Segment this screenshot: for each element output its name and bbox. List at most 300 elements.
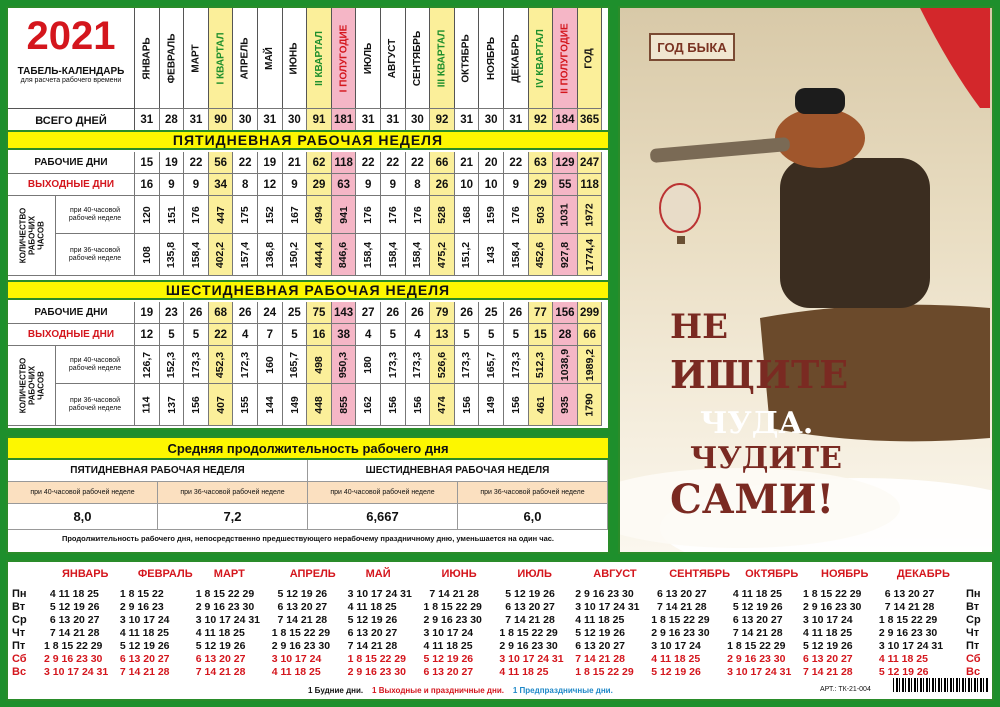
column-header: [479, 8, 504, 108]
week-row: 1 8 15 22 29: [271, 627, 331, 639]
value-text: 176: [509, 205, 522, 224]
value-cell: 9: [160, 174, 185, 196]
value-cell: [479, 234, 504, 276]
week-row: 4 11 18 25: [195, 627, 245, 639]
value-cell: [455, 346, 480, 384]
weekday-label: Вт: [12, 601, 26, 613]
week-row: 1 8 15 22 29: [423, 601, 482, 613]
week-row: 3 10 17 24 31: [347, 588, 412, 600]
week-row: 6 13 20 27: [347, 627, 398, 639]
value-text: 461: [534, 395, 547, 414]
total-days-cell: 31: [356, 108, 381, 132]
value-cell: [430, 196, 455, 234]
week-row: 1 8 15 22 29: [803, 588, 862, 600]
value-cell: [455, 234, 480, 276]
column-header-label: АПРЕЛЬ: [239, 37, 251, 79]
value-cell: 56: [209, 152, 234, 174]
column-header: [209, 8, 234, 108]
avg-value: 6,667: [308, 504, 458, 530]
work-days-label: РАБОЧИЕ ДНИ: [8, 302, 135, 324]
column-header: [504, 8, 529, 108]
work-days-label: РАБОЧИЕ ДНИ: [8, 152, 135, 174]
article-code: АРТ.: ТК-21-004: [820, 686, 871, 693]
value-cell: 26: [406, 302, 431, 324]
value-text: 1972: [583, 202, 596, 227]
value-cell: 27: [356, 302, 381, 324]
value-text: 144: [263, 395, 276, 414]
value-cell: 19: [160, 152, 185, 174]
value-cell: 26: [455, 302, 480, 324]
week-row: 6 13 20 27: [195, 653, 246, 665]
value-cell: 26: [233, 302, 258, 324]
value-cell: [504, 234, 529, 276]
hours-sub-label: при 36-часовой рабочей неделе: [56, 384, 135, 426]
week-row: 3 10 17 24 31: [195, 614, 261, 626]
value-text: 156: [411, 395, 424, 414]
value-cell: 21: [283, 152, 308, 174]
week-row: 5 12 19 26: [347, 614, 398, 626]
week-row: 3 10 17 24: [651, 640, 701, 652]
value-cell: 22: [406, 152, 431, 174]
value-cell: 16: [135, 174, 160, 196]
weekday-label: Пн: [12, 588, 27, 600]
week-row: 1 8 15 22 29: [195, 588, 255, 600]
week-row: 5 12 19 26: [423, 653, 474, 665]
bull-head: [775, 108, 865, 168]
value-cell: 8: [233, 174, 258, 196]
avg-five-header: ПЯТИДНЕВНАЯ РАБОЧАЯ НЕДЕЛЯ: [8, 460, 308, 482]
value-cell: 5: [381, 324, 406, 346]
week-row: 6 13 20 27: [651, 588, 707, 600]
month-name: СЕНТЯБРЬ: [669, 568, 731, 580]
column-header: [135, 8, 160, 108]
value-text: 152: [263, 205, 276, 224]
value-cell: 4: [406, 324, 431, 346]
total-days-cell: 31: [381, 108, 406, 132]
week-row: 6 13 20 27: [423, 666, 474, 678]
table-header: [8, 8, 608, 132]
total-days-cell: 92: [529, 108, 554, 132]
logo-block: [8, 8, 135, 108]
value-cell: 118: [578, 174, 603, 196]
value-text: 165,7: [485, 351, 498, 378]
value-cell: 7: [258, 324, 283, 346]
column-header: [356, 8, 381, 108]
week-row: 1 8 15 22 29: [347, 653, 406, 665]
value-cell: 5: [504, 324, 529, 346]
value-cell: 19: [135, 302, 160, 324]
column-header-label: ЯНВАРЬ: [141, 36, 153, 80]
value-cell: 156: [553, 302, 578, 324]
column-header: [455, 8, 480, 108]
week-row: 2 9 16 23 30: [347, 666, 406, 678]
value-cell: 13: [430, 324, 455, 346]
value-text: 1031: [558, 202, 571, 227]
value-cell: 26: [430, 174, 455, 196]
value-text: 855: [337, 395, 350, 414]
weekday-label: Чт: [12, 627, 26, 639]
hours-group-label: [8, 196, 56, 276]
week-row: 5 12 19 26: [803, 640, 853, 652]
total-days-cell: 31: [135, 108, 160, 132]
value-cell: [529, 196, 554, 234]
week-row: 6 13 20 27: [499, 601, 555, 613]
column-header: [160, 8, 185, 108]
value-cell: 28: [553, 324, 578, 346]
value-cell: 79: [430, 302, 455, 324]
value-text: 114: [140, 396, 153, 413]
value-text: 1774,4: [583, 238, 596, 271]
value-cell: [258, 384, 283, 426]
week-row: 2 9 16 23 30: [271, 640, 331, 652]
value-text: 452,3: [214, 351, 227, 378]
value-cell: 24: [258, 302, 283, 324]
column-header-label: I КВАРТАЛ: [215, 32, 227, 84]
value-cell: [233, 234, 258, 276]
value-cell: 66: [578, 324, 603, 346]
hours-group-text: КОЛИЧЕСТВО РАБОЧИХ ЧАСОВ: [18, 357, 45, 414]
value-cell: [233, 384, 258, 426]
value-cell: 20: [479, 152, 504, 174]
weekday-label: Ср: [966, 614, 981, 626]
week-row: 6 13 20 27: [727, 614, 783, 626]
value-cell: 15: [529, 324, 554, 346]
week-row: 2 9 16 23 30: [803, 601, 862, 613]
week-row: 7 14 21 28: [119, 666, 170, 678]
value-cell: 9: [504, 174, 529, 196]
week-row: 7 14 21 28: [44, 627, 100, 639]
month-name: ОКТЯБРЬ: [745, 568, 799, 580]
month-name: ИЮНЬ: [441, 568, 477, 580]
avg-value: 7,2: [158, 504, 308, 530]
avg-sub-40: при 40-часовой рабочей неделе: [8, 482, 158, 504]
week-row: 4 11 18 25: [575, 614, 625, 626]
week-row: 7 14 21 28: [271, 614, 328, 626]
week-row: 5 12 19 26: [271, 588, 328, 600]
value-cell: [406, 384, 431, 426]
value-cell: [504, 196, 529, 234]
value-cell: 118: [332, 152, 357, 174]
hours-sub-label: при 36-часовой рабочей неделе: [56, 234, 135, 276]
legend-preholiday: 1 Предпраздничные дни.: [512, 686, 613, 695]
week-row: 7 14 21 28: [347, 640, 398, 652]
value-text: 935: [558, 395, 571, 414]
value-text: 135,8: [165, 241, 178, 268]
month-name: ЯНВАРЬ: [62, 568, 109, 580]
value-cell: [332, 196, 357, 234]
column-header: [307, 8, 332, 108]
week-row: 6 13 20 27: [271, 601, 328, 613]
slogan-line: САМИ!: [670, 476, 835, 523]
total-days-cell: 31: [504, 108, 529, 132]
value-cell: [332, 384, 357, 426]
poster-art: [620, 8, 994, 554]
value-text: 167: [288, 205, 301, 224]
week-row: 7 14 21 28: [195, 666, 246, 678]
value-cell: [381, 196, 406, 234]
value-cell: [381, 384, 406, 426]
balloon-envelope: [920, 8, 990, 108]
value-cell: [479, 196, 504, 234]
calendar-legend: [308, 686, 613, 695]
avg-six-header: ШЕСТИДНЕВНАЯ РАБОЧАЯ НЕДЕЛЯ: [308, 460, 608, 482]
value-cell: [356, 196, 381, 234]
value-cell: [332, 346, 357, 384]
value-text: 149: [485, 395, 498, 414]
value-text: 494: [312, 205, 325, 224]
week-row: 7 14 21 28: [727, 627, 783, 639]
column-header: [578, 8, 603, 108]
value-text: 159: [485, 205, 498, 224]
avg-value: 6,0: [458, 504, 608, 530]
week-row: 3 10 17 24 31: [44, 666, 109, 678]
value-cell: [283, 384, 308, 426]
week-row: 4 11 18 25: [423, 640, 473, 652]
value-cell: [479, 346, 504, 384]
week-row: 4 11 18 25: [803, 627, 853, 639]
value-cell: [135, 384, 160, 426]
value-cell: 15: [135, 152, 160, 174]
total-days-cell: 31: [258, 108, 283, 132]
week-row: 1 8 15 22 29: [499, 627, 558, 639]
value-cell: [184, 346, 209, 384]
value-text: 1989,2: [583, 348, 596, 381]
value-text: 475,2: [435, 241, 448, 268]
value-cell: [504, 346, 529, 384]
value-cell: 77: [529, 302, 554, 324]
value-text: 402,2: [214, 241, 227, 268]
value-cell: 62: [307, 152, 332, 174]
week-row: 7 14 21 28: [803, 666, 853, 678]
slogan-line: ЧУДИТЕ: [690, 441, 842, 476]
value-text: 452,6: [534, 241, 547, 268]
week-row: 5 12 19 26: [878, 666, 929, 678]
week-row: 2 9 16 23 30: [44, 653, 103, 665]
week-row: 3 10 17 24 31: [575, 601, 640, 613]
value-cell: [529, 234, 554, 276]
month-name: ФЕВРАЛЬ: [137, 568, 193, 580]
week-row: 2 9 16 23 30: [575, 588, 634, 600]
total-days-cell: 28: [160, 108, 185, 132]
title: ТАБЕЛЬ-КАЛЕНДАРЬ: [17, 66, 125, 77]
column-header: [332, 8, 357, 108]
value-cell: [430, 384, 455, 426]
total-days-cell: 31: [184, 108, 209, 132]
weekday-label: Пт: [966, 640, 980, 652]
value-cell: 22: [356, 152, 381, 174]
year-calendar: [6, 560, 994, 701]
week-row: 3 10 17 24: [271, 653, 322, 665]
value-cell: [356, 384, 381, 426]
week-row: 2 9 16 23 30: [195, 601, 255, 613]
value-cell: 26: [504, 302, 529, 324]
value-cell: [209, 384, 234, 426]
value-text: 149: [288, 395, 301, 414]
value-text: 846,6: [337, 241, 350, 268]
spyglass-icon: [650, 137, 791, 163]
hours-group-label: [8, 346, 56, 426]
column-header-label: I ПОЛУГОДИЕ: [338, 24, 350, 92]
weekday-label: Сб: [966, 653, 981, 665]
value-text: 126,7: [140, 351, 153, 378]
week-row: 7 14 21 28: [499, 614, 555, 626]
column-header-label: ИЮНЬ: [288, 42, 300, 74]
total-days-cell: 184: [553, 108, 578, 132]
value-cell: [258, 346, 283, 384]
total-days-cell: 181: [332, 108, 357, 132]
week-row: 4 11 18 25: [499, 666, 549, 678]
value-text: 143: [485, 245, 498, 264]
week-row: 7 14 21 28: [651, 601, 707, 613]
value-cell: [233, 346, 258, 384]
month-name: АПРЕЛЬ: [289, 568, 336, 580]
value-cell: [209, 234, 234, 276]
footnote: Продолжительность рабочего дня, непосредственно предшествующего нерабочему праздничному дню, уменьшается на один час.: [61, 534, 555, 543]
value-cell: [578, 384, 603, 426]
column-header: [184, 8, 209, 108]
month-name: ИЮЛЬ: [517, 568, 552, 580]
value-cell: [406, 196, 431, 234]
week-row: 6 13 20 27: [575, 640, 625, 652]
week-row: 6 13 20 27: [803, 653, 853, 665]
week-row: 4 11 18 25: [119, 627, 169, 639]
value-cell: [529, 384, 554, 426]
weekday-label: Пн: [966, 588, 981, 600]
value-cell: [430, 346, 455, 384]
value-cell: 5: [184, 324, 209, 346]
value-cell: [233, 196, 258, 234]
week-row: 6 13 20 27: [44, 614, 100, 626]
value-cell: [504, 384, 529, 426]
weekday-label: Вс: [966, 666, 981, 678]
value-text: 528: [435, 205, 448, 224]
value-text: 158,4: [189, 241, 202, 268]
value-cell: 25: [479, 302, 504, 324]
value-cell: 26: [184, 302, 209, 324]
value-cell: [258, 196, 283, 234]
column-header-label: III КВАРТАЛ: [436, 29, 448, 87]
total-days-cell: 90: [209, 108, 234, 132]
value-cell: [553, 346, 578, 384]
value-text: 156: [386, 395, 399, 414]
value-text: 150,2: [288, 241, 301, 268]
column-header: [381, 8, 406, 108]
value-cell: 4: [356, 324, 381, 346]
value-cell: [307, 234, 332, 276]
value-text: 120: [140, 205, 153, 224]
week-row: 1 8 15 22 29: [651, 614, 710, 626]
column-header-label: СЕНТЯБРЬ: [411, 30, 423, 86]
column-header-label: НОЯБРЬ: [485, 36, 497, 80]
value-cell: [135, 234, 160, 276]
value-text: 158,4: [362, 241, 375, 268]
value-text: 172,3: [239, 351, 252, 378]
value-text: 444,4: [312, 241, 325, 268]
value-text: 165,7: [288, 351, 301, 378]
avg-value: 8,0: [8, 504, 158, 530]
value-cell: [578, 346, 603, 384]
value-cell: 75: [307, 302, 332, 324]
column-header-label: ФЕВРАЛЬ: [165, 33, 177, 83]
value-cell: [553, 234, 578, 276]
value-text: 155: [239, 395, 252, 414]
column-header-label: МАЙ: [264, 46, 276, 70]
week-row: 3 10 17 24 31: [878, 640, 944, 652]
value-cell: 22: [381, 152, 406, 174]
value-cell: 9: [184, 174, 209, 196]
column-header-label: АВГУСТ: [387, 38, 399, 78]
value-text: 168: [460, 205, 473, 224]
weekday-label: Вт: [966, 601, 980, 613]
six-day-title: ШЕСТИДНЕВНАЯ РАБОЧАЯ НЕДЕЛЯ: [8, 280, 608, 300]
week-row: 5 12 19 26: [499, 588, 555, 600]
column-header-label: IV КВАРТАЛ: [534, 28, 546, 88]
value-cell: [160, 234, 185, 276]
value-text: 176: [386, 205, 399, 224]
total-days-cell: 92: [430, 108, 455, 132]
total-days-cell: 30: [406, 108, 431, 132]
average-title: Средняя продолжительность рабочего дня: [8, 438, 608, 460]
value-cell: 22: [209, 324, 234, 346]
vest: [780, 158, 930, 308]
value-cell: [553, 384, 578, 426]
value-cell: 12: [135, 324, 160, 346]
year: 2021: [26, 14, 116, 58]
column-header: [553, 8, 578, 108]
total-days-cell: 91: [307, 108, 332, 132]
time-sheet-table: [6, 6, 610, 430]
week-row: 2 9 16 23 30: [651, 627, 710, 639]
value-cell: 10: [479, 174, 504, 196]
value-cell: [160, 196, 185, 234]
value-text: 498: [312, 355, 325, 374]
avg-sub-36: при 36-часовой рабочей неделе: [158, 482, 308, 504]
column-header: [233, 8, 258, 108]
value-text: 158,4: [411, 241, 424, 268]
value-cell: 12: [258, 174, 283, 196]
value-text: 1038,9: [558, 348, 571, 381]
week-row: 3 10 17 24 31: [727, 666, 792, 678]
value-text: 151: [165, 205, 178, 224]
value-cell: [553, 196, 578, 234]
value-cell: 66: [430, 152, 455, 174]
column-header: [258, 8, 283, 108]
value-cell: 63: [332, 174, 357, 196]
value-cell: 143: [332, 302, 357, 324]
year-tag: ГОД БЫКА: [657, 40, 727, 55]
value-cell: 5: [160, 324, 185, 346]
value-cell: [529, 346, 554, 384]
value-cell: [283, 196, 308, 234]
month-name: НОЯБРЬ: [821, 568, 869, 580]
total-days-cell: 30: [479, 108, 504, 132]
value-text: 162: [362, 395, 375, 414]
column-header-label: ГОД: [584, 47, 596, 69]
value-cell: [209, 346, 234, 384]
total-days-cell: 30: [283, 108, 308, 132]
week-row: 2 9 16 23 30: [423, 614, 482, 626]
value-text: 407: [214, 395, 227, 414]
month-name: МАЙ: [365, 568, 391, 580]
value-cell: [381, 234, 406, 276]
value-cell: [578, 234, 603, 276]
value-text: 156: [460, 395, 473, 414]
bowler-hat-icon: [795, 88, 845, 114]
value-text: 950,3: [337, 351, 350, 378]
total-days-cell: 31: [455, 108, 480, 132]
average-day-table: [6, 436, 610, 554]
five-day-title: ПЯТИДНЕВНАЯ РАБОЧАЯ НЕДЕЛЯ: [8, 130, 608, 150]
